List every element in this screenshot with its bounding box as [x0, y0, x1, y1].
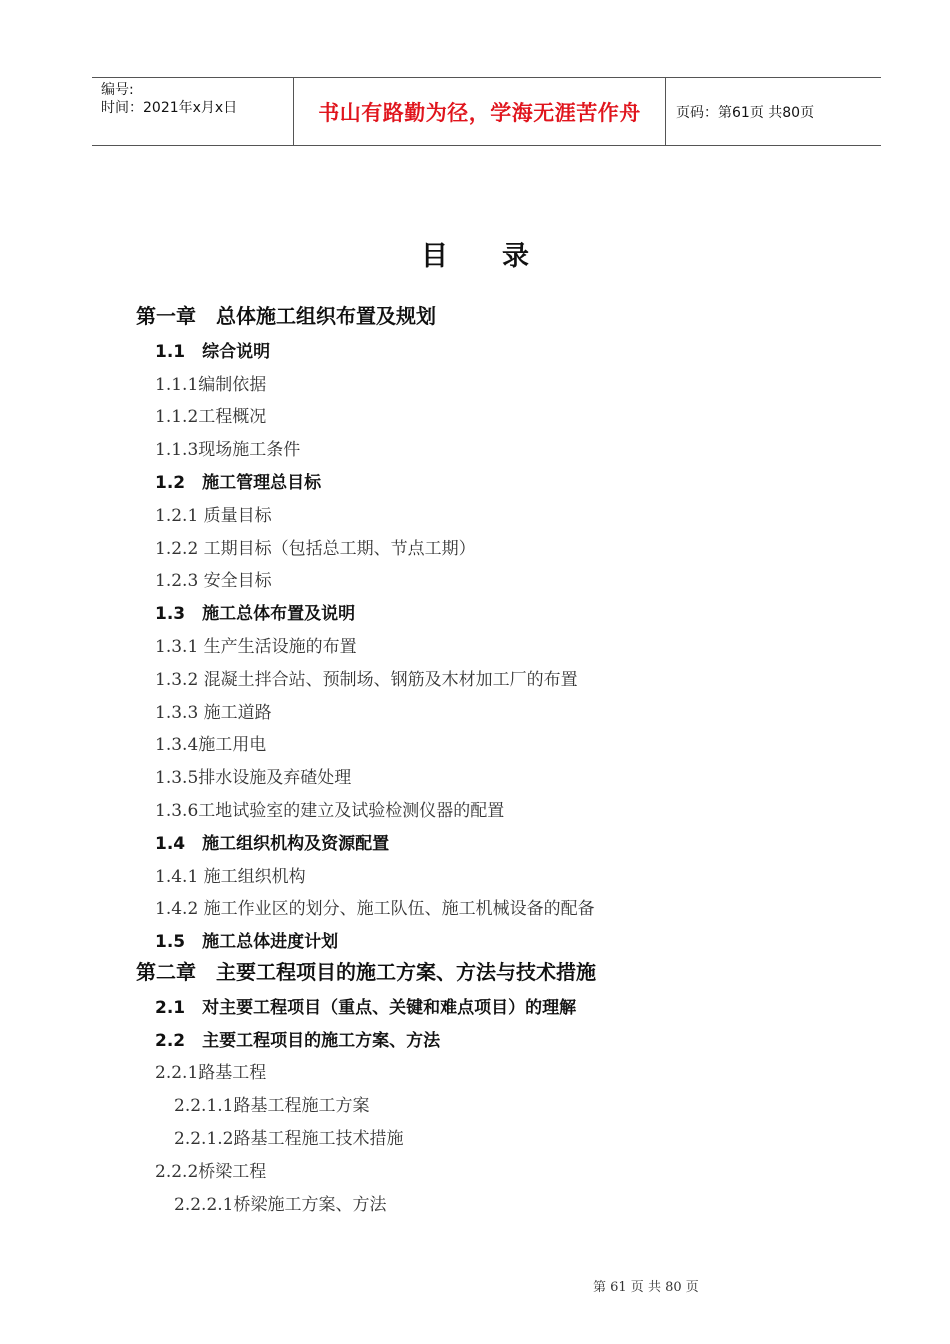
toc-title: 目录 [421, 241, 583, 272]
toc-entry[interactable]: 1.1.1编制依据 [155, 374, 267, 395]
toc-entry[interactable]: 1.4.1 施工组织机构 [155, 866, 306, 887]
toc-chapter[interactable]: 第一章 总体施工组织布置及规划 [136, 304, 436, 328]
toc-entry[interactable]: 2.1 对主要工程项目（重点、关键和难点项目）的理解 [155, 997, 577, 1018]
toc-entry[interactable]: 2.2.2.1桥梁施工方案、方法 [174, 1194, 387, 1215]
toc-entry[interactable]: 2.2.1.1路基工程施工方案 [174, 1096, 370, 1117]
toc-entry[interactable]: 1.3.3 施工道路 [155, 702, 272, 723]
toc-entry[interactable]: 1.2.2 工期目标（包括总工期、节点工期） [155, 538, 476, 559]
page-footer: 第 61 页 共 80 页 [593, 1280, 699, 1295]
header-page-info: 页码：第61页 共80页 [676, 104, 815, 121]
toc-entry[interactable]: 1.1.2工程概况 [155, 407, 267, 428]
time-label: 时间：2021年x月x日 [101, 100, 238, 116]
header-meta [92, 78, 293, 145]
toc-entry[interactable]: 1.2 施工管理总目标 [155, 473, 322, 493]
toc-entry[interactable]: 2.2.1.2路基工程施工技术措施 [174, 1129, 404, 1149]
toc-entry[interactable]: 2.2 主要工程项目的施工方案、方法 [155, 1030, 441, 1051]
code-label: 编号: [101, 82, 134, 98]
toc-entry[interactable]: 1.1.3现场施工条件 [155, 440, 301, 461]
toc-entry[interactable]: 1.3.4施工用电 [155, 735, 267, 756]
toc-entry[interactable]: 1.3.5排水设施及弃碴处理 [155, 768, 352, 789]
toc-entry[interactable]: 1.5 施工总体进度计划 [155, 932, 339, 953]
header-motto: 书山有路勤为径，学海无涯苦作舟 [318, 100, 641, 125]
toc-entry[interactable]: 2.2.2桥梁工程 [155, 1161, 267, 1182]
toc-entry[interactable]: 1.3.1 生产生活设施的布置 [155, 637, 357, 657]
header-motto-cell [293, 78, 666, 145]
toc-entry[interactable]: 1.2.1 质量目标 [155, 505, 272, 526]
toc-entry[interactable]: 1.3.2 混凝土拌合站、预制场、钢筋及木材加工厂的布置 [155, 669, 578, 690]
page-header [92, 77, 881, 146]
toc-entry[interactable]: 1.4 施工组织机构及资源配置 [155, 833, 390, 854]
toc-entry[interactable]: 2.2.1路基工程 [155, 1063, 267, 1084]
toc-chapter[interactable]: 第二章 主要工程项目的施工方案、方法与技术措施 [136, 960, 596, 984]
toc-entry[interactable]: 1.4.2 施工作业区的划分、施工队伍、施工机械设备的配备 [155, 899, 595, 920]
toc-entry[interactable]: 1.1 综合说明 [155, 341, 271, 362]
toc-entry[interactable]: 1.3 施工总体布置及说明 [155, 604, 356, 625]
toc-entry[interactable]: 1.2.3 安全目标 [155, 571, 272, 592]
toc-entry[interactable]: 1.3.6工地试验室的建立及试验检测仪器的配置 [155, 801, 505, 821]
